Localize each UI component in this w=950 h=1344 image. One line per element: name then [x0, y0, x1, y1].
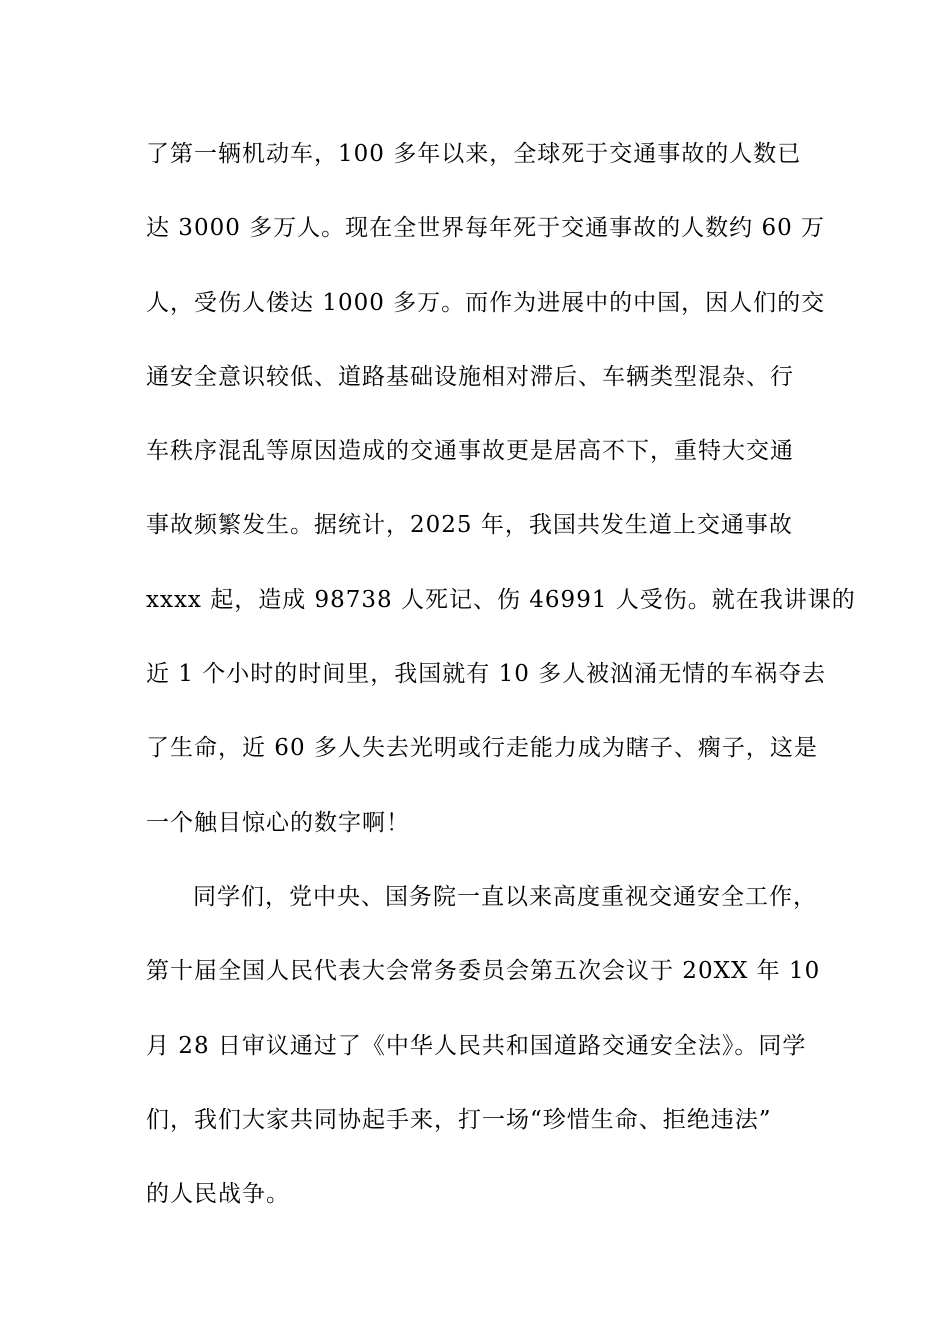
- document-body: [146, 130, 856, 1244]
- paragraph-start-line: 同学们，党中央、国务院一直以来高度重视交通安全工作，: [193, 883, 817, 910]
- text-line: 通安全意识较低、道路基础设施相对滞后、车辆类型混杂、行: [146, 363, 794, 390]
- text-line: 人，受伤人偻达 1000 多万。而作为进展中的中国，因人们的交: [146, 289, 826, 316]
- text-line: 达 3000 多万人。现在全世界每年死于交通事故的人数约 60 万: [146, 215, 826, 242]
- text-line: 的人民战争。: [146, 1181, 290, 1208]
- text-line: 了第一辆机动车，100 多年以来，全球死于交通事故的人数已: [146, 141, 802, 167]
- text-line: 事故频繁发生。据统计，2025 年，我国共发生道上交通事故: [146, 512, 793, 539]
- text-line: xxxx 起，造成 98738 人死记、伤 46991 人受伤。就在我讲课的: [146, 586, 856, 613]
- text-line: 近 1 个小时的时间里，我国就有 10 多人被汹涌无情的车祸夺去: [146, 661, 827, 688]
- text-line: 一个触目惊心的数字啊！: [146, 809, 410, 836]
- text-line: 们，我们大家共同协起手来，打一场“珍惜生命、拒绝违法”: [146, 1106, 772, 1133]
- text-line: 了生命，近 60 多人失去光明或行走能力成为瞎子、瘸子，这是: [146, 735, 818, 762]
- text-line: 车秩序混乱等原因造成的交通事故更是居高不下，重特大交通: [146, 438, 794, 465]
- text-line: 第十届全国人民代表大会常务委员会第五次会议于 20XX 年 10: [146, 958, 821, 985]
- text-line: 月 28 日审议通过了《中华人民共和国道路交通安全法》。同学: [146, 1032, 807, 1059]
